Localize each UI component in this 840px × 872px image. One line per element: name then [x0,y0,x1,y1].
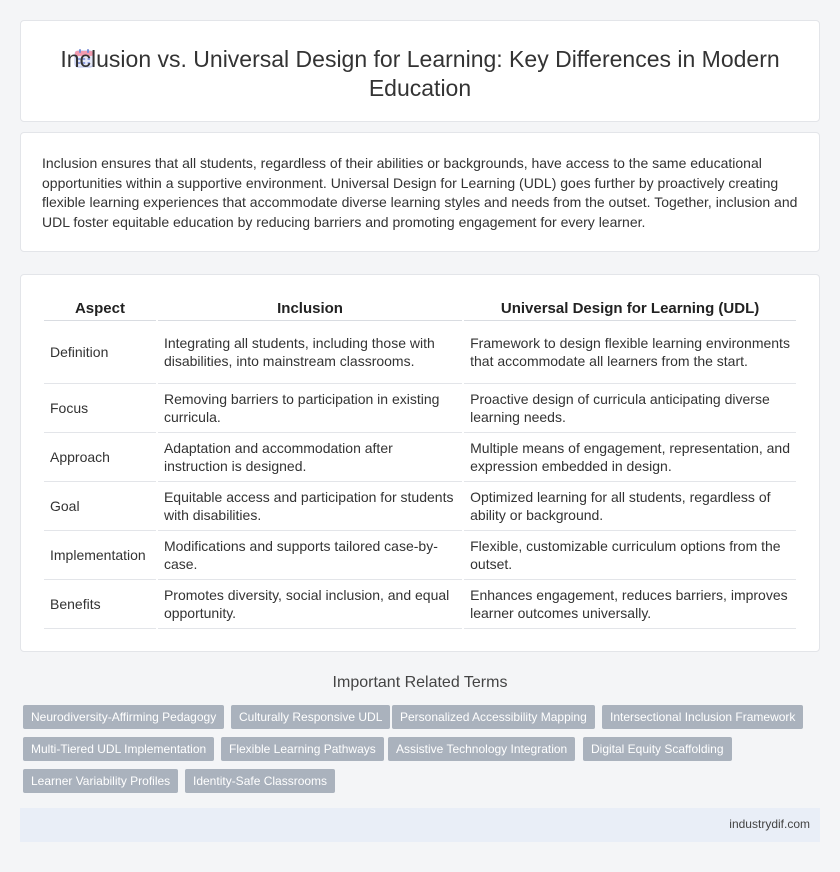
comparison-card [20,274,820,652]
table-row [44,580,796,629]
cell-aspect: Goal [44,482,156,531]
cell-aspect: Definition [44,321,156,384]
tag-personalized-accessibility-mapping[interactable]: Personalized Accessibility Mapping [392,705,595,729]
intro-card [20,132,820,252]
cell-udl: Multiple means of engagement, representation, and expression embedded in design. [464,433,796,482]
tag-intersectional-inclusion-framework[interactable]: Intersectional Inclusion Framework [602,705,803,729]
page-title: Inclusion vs. Universal Design for Learning: Key Differences in Modern Education [60,46,780,101]
tag-multi-tiered-udl-implementation[interactable]: Multi-Tiered UDL Implementation [23,737,214,761]
cell-inclusion: Integrating all students, including those with disabilities, into mainstream classrooms. [158,321,462,384]
cell-inclusion: Adaptation and accommodation after instruction is designed. [158,433,462,482]
table-row [44,433,796,482]
related-terms-title: Important Related Terms [332,674,508,691]
footer [20,808,820,842]
cell-aspect: Focus [44,384,156,433]
tag-identity-safe-classrooms[interactable]: Identity-Safe Classrooms [185,769,335,793]
cell-inclusion: Removing barriers to participation in existing curricula. [158,384,462,433]
cell-udl: Proactive design of curricula anticipating diverse learning needs. [464,384,796,433]
header-udl: Universal Design for Learning (UDL) [464,295,796,321]
cell-udl: Enhances engagement, reduces barriers, improves learner outcomes universally. [464,580,796,629]
table-row [44,482,796,531]
cell-aspect: Implementation [44,531,156,580]
footer-site-link[interactable]: industrydif.com [729,817,810,831]
header-aspect: Aspect [44,295,156,321]
comparison-table [42,295,798,629]
cell-aspect: Approach [44,433,156,482]
tag-digital-equity-scaffolding[interactable]: Digital Equity Scaffolding [583,737,732,761]
table-row [44,321,796,384]
header-inclusion: Inclusion [158,295,462,321]
tag-learner-variability-profiles[interactable]: Learner Variability Profiles [23,769,178,793]
tag-neurodiversity-affirming-pedagogy[interactable]: Neurodiversity-Affirming Pedagogy [23,705,224,729]
cell-udl: Flexible, customizable curriculum options from the outset. [464,531,796,580]
table-header-row [44,295,796,321]
cell-udl: Optimized learning for all students, regardless of ability or background. [464,482,796,531]
intro-paragraph: Inclusion ensures that all students, regardless of their abilities or backgrounds, have access to the same educational opportunities within a supportive environment. Universal Design for Learning (UDL) goes further by proactively creating flexible learning experiences that accommodate diverse learning styles and needs from the outset. Together, inclusion and UDL foster equitable education by reducing barriers and promoting engagement for every learner. [42,155,798,230]
cell-inclusion: Promotes diversity, social inclusion, and equal opportunity. [158,580,462,629]
table-row [44,531,796,580]
cell-inclusion: Equitable access and participation for students with disabilities. [158,482,462,531]
table-row [44,384,796,433]
title-card [20,20,820,122]
tag-culturally-responsive-udl[interactable]: Culturally Responsive UDL [231,705,390,729]
cell-aspect: Benefits [44,580,156,629]
tag-flexible-learning-pathways[interactable]: Flexible Learning Pathways [221,737,384,761]
tag-assistive-technology-integration[interactable]: Assistive Technology Integration [388,737,575,761]
cell-inclusion: Modifications and supports tailored case-by-case. [158,531,462,580]
cell-udl: Framework to design flexible learning environments that accommodate all learners from the start. [464,321,796,384]
